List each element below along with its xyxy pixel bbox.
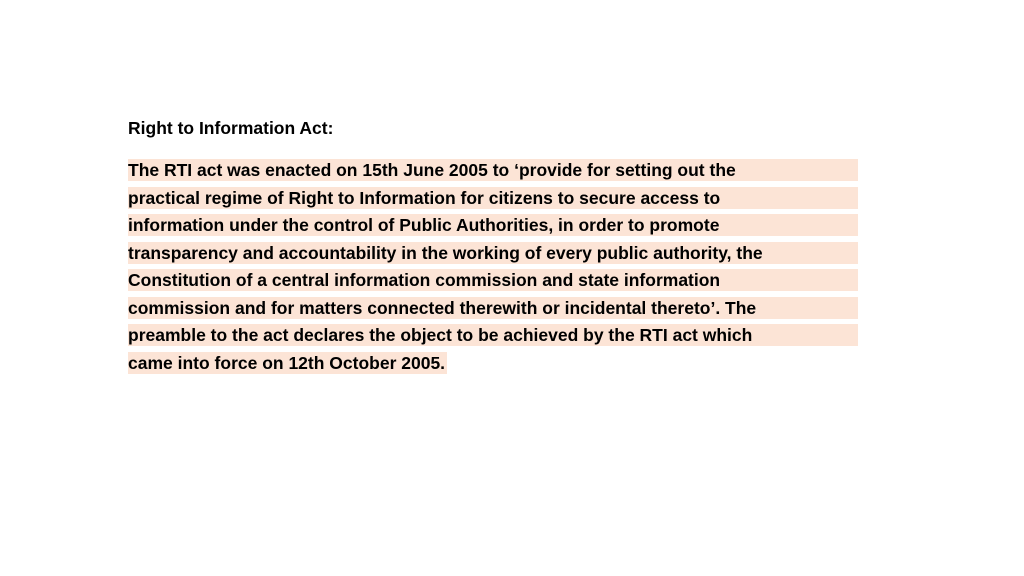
paragraph-line-6: commission and for matters connected therewith or incidental thereto’. The: [128, 297, 858, 319]
heading: Right to Information Act:: [128, 118, 334, 138]
paragraph-line-1: The RTI act was enacted on 15th June 2005 to ‘provide for setting out the: [128, 159, 858, 181]
paragraph-line-4: transparency and accountability in the working of every public authority, the: [128, 242, 858, 264]
paragraph-line-7: preamble to the act declares the object to be achieved by the RTI act which: [128, 324, 858, 346]
paragraph-line-3: information under the control of Public Authorities, in order to promote: [128, 214, 858, 236]
body-paragraph: [128, 159, 858, 384]
paragraph-line-8: came into force on 12th October 2005.: [128, 352, 446, 373]
paragraph-line-2: practical regime of Right to Information for citizens to secure access to: [128, 187, 858, 209]
paragraph-line-5: Constitution of a central information commission and state information: [128, 269, 858, 291]
